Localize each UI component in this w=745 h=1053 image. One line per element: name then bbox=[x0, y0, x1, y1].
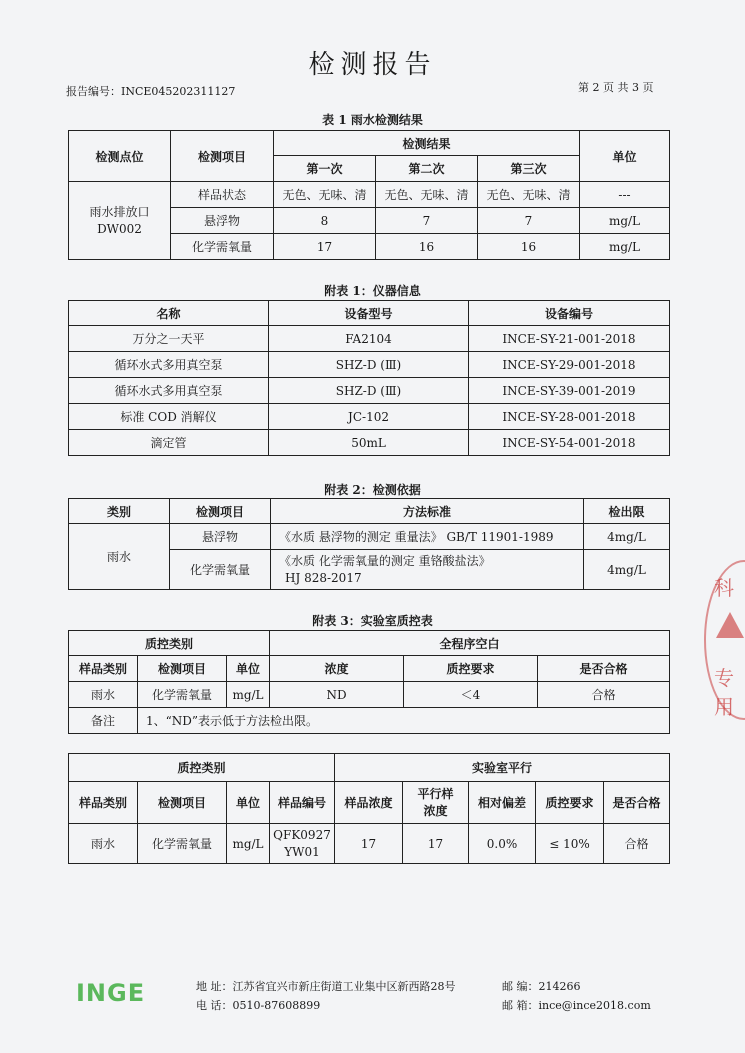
header-model: 设备型号 bbox=[269, 301, 469, 326]
header-requirement: 质控要求 bbox=[404, 656, 538, 682]
report-title: 检测报告 bbox=[308, 50, 437, 80]
header-item: 检测项目 bbox=[170, 499, 271, 524]
header-unit: 单位 bbox=[227, 782, 270, 824]
limit-cell: 4mg/L bbox=[584, 524, 670, 550]
requirement-cell: ＜4 bbox=[404, 682, 538, 708]
company-logo bbox=[76, 979, 166, 1005]
unit-cell: mg/L bbox=[227, 824, 270, 864]
header-sample-type: 样品类别 bbox=[69, 782, 138, 824]
item-cell: 样品状态 bbox=[171, 182, 274, 208]
table-row bbox=[69, 524, 670, 550]
value-cell: 无色、无味、清 bbox=[376, 182, 478, 208]
header-first: 第一次 bbox=[274, 156, 376, 182]
value-cell: 无色、无味、清 bbox=[274, 182, 376, 208]
header-pass: 是否合格 bbox=[538, 656, 670, 682]
unit-cell: --- bbox=[580, 182, 670, 208]
header-blank: 全程序空白 bbox=[270, 631, 670, 656]
header-qc-type: 质控类别 bbox=[69, 754, 335, 782]
limit-cell: 4mg/L bbox=[584, 550, 670, 590]
item-cell: 化学需氧量 bbox=[138, 682, 227, 708]
header-requirement: 质控要求 bbox=[536, 782, 604, 824]
value-cell: 16 bbox=[478, 234, 580, 260]
header-pass: 是否合格 bbox=[604, 782, 670, 824]
header-item: 检测项目 bbox=[138, 656, 227, 682]
footer-phone: 电 话：0510-87608899 bbox=[196, 999, 321, 1012]
table-row bbox=[69, 378, 670, 404]
header-method: 方法标准 bbox=[271, 499, 584, 524]
sample-type-cell: 雨水 bbox=[69, 682, 138, 708]
item-cell: 悬浮物 bbox=[170, 524, 271, 550]
header-second: 第二次 bbox=[376, 156, 478, 182]
unit-cell: mg/L bbox=[227, 682, 270, 708]
seal-text-bottom: 专用 bbox=[714, 666, 734, 719]
instrument-model: SHZ-D (Ⅲ) bbox=[269, 352, 469, 378]
header-unit: 单位 bbox=[580, 131, 670, 182]
note-label: 备注 bbox=[69, 708, 138, 734]
item-cell: 化学需氧量 bbox=[171, 234, 274, 260]
requirement-cell: ≤ 10% bbox=[536, 824, 604, 864]
value-cell: 16 bbox=[376, 234, 478, 260]
header-result: 检测结果 bbox=[274, 131, 580, 156]
header-type: 类别 bbox=[69, 499, 170, 524]
item-cell: 化学需氧量 bbox=[138, 824, 227, 864]
header-sample-conc: 样品浓度 bbox=[335, 782, 403, 824]
rel-dev-cell: 0.0% bbox=[469, 824, 536, 864]
basis-table bbox=[68, 498, 670, 590]
header-unit: 单位 bbox=[227, 656, 270, 682]
instrument-name: 循环水式多用真空泵 bbox=[69, 378, 269, 404]
instrument-code: INCE-SY-39-001-2019 bbox=[469, 378, 670, 404]
method-standard: HJ 828-2017 bbox=[285, 570, 362, 585]
header-sample-type: 样品类别 bbox=[69, 656, 138, 682]
header-sample-no: 样品编号 bbox=[270, 782, 335, 824]
header-third: 第三次 bbox=[478, 156, 580, 182]
table-row bbox=[69, 352, 670, 378]
note-row bbox=[69, 708, 670, 734]
instrument-name: 滴定管 bbox=[69, 430, 269, 456]
sample-no-cell bbox=[270, 824, 335, 864]
header-item: 检测项目 bbox=[171, 131, 274, 182]
pass-cell: 合格 bbox=[604, 824, 670, 864]
instrument-code: INCE-SY-29-001-2018 bbox=[469, 352, 670, 378]
header-code: 设备编号 bbox=[469, 301, 670, 326]
sample-no-line2: YW01 bbox=[284, 844, 320, 859]
instrument-name: 万分之一天平 bbox=[69, 326, 269, 352]
point-code: DW002 bbox=[97, 221, 142, 236]
instrument-model: SHZ-D (Ⅲ) bbox=[269, 378, 469, 404]
instrument-name: 标准 COD 消解仪 bbox=[69, 404, 269, 430]
value-cell: 无色、无味、清 bbox=[478, 182, 580, 208]
header-item: 检测项目 bbox=[138, 782, 227, 824]
unit-cell: mg/L bbox=[580, 234, 670, 260]
rainwater-results-table bbox=[68, 130, 670, 260]
blank-qc-table bbox=[68, 630, 670, 734]
header-parallel-conc-line2: 浓度 bbox=[423, 803, 448, 818]
value-cell: 7 bbox=[478, 208, 580, 234]
value-cell: 17 bbox=[274, 234, 376, 260]
header-parallel-conc-line1: 平行样 bbox=[417, 786, 454, 801]
header-parallel-conc bbox=[403, 782, 469, 824]
footer-email: 邮 箱：ince@ince2018.com bbox=[502, 999, 651, 1012]
appendix1-caption: 附表 1：仪器信息 bbox=[324, 284, 421, 298]
method-name: 《水质 化学需氧量的测定 重铬酸盐法》 bbox=[279, 553, 491, 568]
header-concentration: 浓度 bbox=[270, 656, 404, 682]
pass-cell: 合格 bbox=[538, 682, 670, 708]
concentration-cell: ND bbox=[270, 682, 404, 708]
instrument-table bbox=[68, 300, 670, 456]
table-row bbox=[69, 182, 670, 208]
table-row bbox=[69, 682, 670, 708]
method-cell: 《水质 悬浮物的测定 重量法》 GB/T 11901-1989 bbox=[271, 524, 584, 550]
instrument-code: INCE-SY-28-001-2018 bbox=[469, 404, 670, 430]
header-qc-type: 质控类别 bbox=[69, 631, 270, 656]
method-cell bbox=[271, 550, 584, 590]
table-row bbox=[69, 404, 670, 430]
header-limit: 检出限 bbox=[584, 499, 670, 524]
table-row bbox=[69, 430, 670, 456]
table1-caption: 表 1 雨水检测结果 bbox=[322, 113, 423, 127]
logo-text: INGE bbox=[76, 979, 146, 1007]
type-cell: 雨水 bbox=[69, 524, 170, 590]
seal-star-icon bbox=[716, 612, 744, 638]
point-cell bbox=[69, 182, 171, 260]
appendix2-caption: 附表 2：检测依据 bbox=[324, 483, 421, 497]
appendix3-caption: 附表 3：实验室质控表 bbox=[312, 614, 433, 628]
instrument-name: 循环水式多用真空泵 bbox=[69, 352, 269, 378]
header-rel-dev: 相对偏差 bbox=[469, 782, 536, 824]
seal-text-top: 科 bbox=[714, 576, 734, 600]
instrument-model: JC-102 bbox=[269, 404, 469, 430]
header-point: 检测点位 bbox=[69, 131, 171, 182]
footer-address: 地 址：江苏省宜兴市新庄街道工业集中区新西路28号 bbox=[196, 980, 456, 993]
value-cell: 8 bbox=[274, 208, 376, 234]
instrument-code: INCE-SY-21-001-2018 bbox=[469, 326, 670, 352]
sample-type-cell: 雨水 bbox=[69, 824, 138, 864]
header-name: 名称 bbox=[69, 301, 269, 326]
instrument-model: FA2104 bbox=[269, 326, 469, 352]
value-cell: 7 bbox=[376, 208, 478, 234]
table-row bbox=[69, 326, 670, 352]
parallel-conc-cell: 17 bbox=[403, 824, 469, 864]
footer-postcode: 邮 编：214266 bbox=[502, 980, 581, 993]
parallel-qc-table bbox=[68, 753, 670, 864]
report-number: 报告编号：INCE045202311127 bbox=[66, 85, 236, 98]
unit-cell: mg/L bbox=[580, 208, 670, 234]
item-cell: 化学需氧量 bbox=[170, 550, 271, 590]
point-name: 雨水排放口 bbox=[89, 204, 150, 219]
table-row bbox=[69, 824, 670, 864]
header-parallel: 实验室平行 bbox=[335, 754, 670, 782]
instrument-code: INCE-SY-54-001-2018 bbox=[469, 430, 670, 456]
instrument-model: 50mL bbox=[269, 430, 469, 456]
sample-no-line1: QFK0927 bbox=[273, 827, 331, 842]
item-cell: 悬浮物 bbox=[171, 208, 274, 234]
sample-conc-cell: 17 bbox=[335, 824, 403, 864]
note-text: 1、“ND”表示低于方法检出限。 bbox=[138, 708, 670, 734]
page-number: 第 2 页 共 3 页 bbox=[578, 81, 654, 94]
